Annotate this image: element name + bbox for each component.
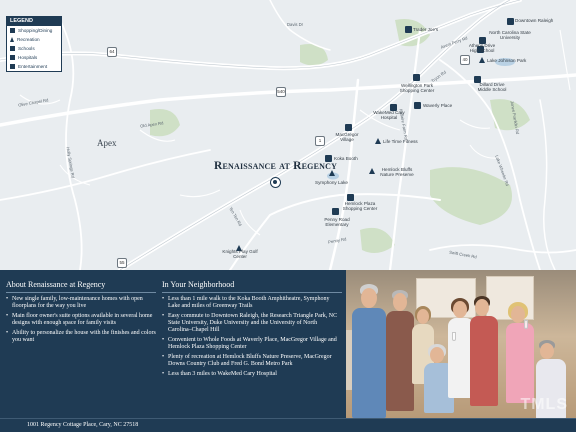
neighborhood-heading: In Your Neighborhood [162,270,342,293]
road-label: Kildaire Farm Rd [398,108,409,141]
list-item: • Main floor owner's suite options available in several home designs with enough space for family visits [6,313,156,327]
property-address: 1001 Regency Cottage Place, Cary, NC 27518 [27,422,139,428]
list-item: • Ability to personalize the house with the finishes and colors you want [6,330,156,344]
shopping-bag-icon [345,124,352,131]
footer-bar [0,418,576,432]
development-title: Renaissance at Regency [214,160,338,172]
legend-item [7,44,61,53]
road-label: Jones Franklin Rd [509,100,521,135]
legend-label: Hospitals [18,55,38,60]
poi-hemlock-bluffs: Hemlock Bluffs Nature Preserve [380,167,414,177]
recreation-triangle-icon [375,138,381,144]
shopping-bag-icon [507,18,514,25]
road-label: Penny Rd [327,236,347,245]
poi-koka-booth: Koka Booth [334,156,358,161]
road-label: Lake Wheeler Rd [494,154,511,187]
poi-athens-drive: Athens Drive High School [468,43,496,53]
road-label: Avent Ferry Rd [439,35,469,50]
shopping-bag-icon [414,102,421,109]
poi-downtown-raleigh: Downtown Raleigh [515,18,554,23]
info-panel [0,270,576,418]
shopping-bag-icon [405,26,412,33]
poi-macgregor: MacGregor Village [335,132,359,142]
poi-lifetime-fitness: Life Time Fitness [383,139,418,144]
legend-label: Recreation [17,37,40,42]
legend-item [7,53,61,62]
about-list [6,296,156,344]
road-label: Holly Springs Rd [65,146,76,179]
poi-trader-joes: Trader Joe's [413,27,439,32]
poi-wakemed: WakeMed Cary Hospital [373,110,405,120]
route-shield-55: 55 [117,258,127,268]
route-shield-40: 40 [460,55,470,65]
list-item: • Less than 3 miles to WakeMed Cary Hospital [162,371,342,378]
list-item: • Plenty of recreation at Hemlock Bluffs Nature Preserve, MacGregor Downs Country Club and Fred G. Bond Metro Park [162,354,342,368]
poi-ncsu: North Carolina State University [489,30,531,40]
about-heading: About Renaissance at Regency [6,270,156,293]
route-shield-64: 64 [107,47,117,57]
list-item: • Less than 1 mile walk to the Koka Booth Amphitheatre, Symphony Lake and miles of Greenway Trails [162,296,342,310]
hospital-icon [10,55,15,60]
school-icon [332,208,339,215]
legend-label: Entertainment [18,64,48,69]
development-location-marker [270,177,281,188]
map-legend [6,16,62,72]
legend-title: LEGEND [7,17,61,26]
shopping-bag-icon [413,74,420,81]
poi-hemlock-plaza: Hemlock Plaza Shopping Center [342,201,378,211]
poi-penny-road: Penny Road Elementary [324,217,350,227]
list-item: • New single family, low-maintenance homes with open floorplans for the way you live [6,296,156,310]
legend-item [7,62,61,71]
road-label: Ten Ten Rd [228,206,243,227]
lifestyle-photo [346,270,576,418]
neighborhood-section [162,270,342,381]
road-label: Davis Dr [287,22,304,27]
shopping-bag-icon [10,28,15,33]
road-label: Tryon Rd [430,69,447,84]
legend-label: Schools [18,46,35,51]
recreation-triangle-icon [479,57,485,63]
road-label: Old Apex Rd [139,120,164,129]
poi-dillard-drive: Dillard Drive Middle School [477,82,507,92]
entertainment-icon [10,64,15,69]
poi-wellington-park: Wellington Park Shopping Center [399,83,435,93]
school-icon [10,46,15,51]
list-item: • Easy commute to Downtown Raleigh, the Research Triangle Park, NC State University, Duke University and the University of North Carolina–Chapel Hill [162,313,342,335]
legend-label: Shopping/Dining [18,28,53,33]
poi-knights-play: Knights Play Golf Center [222,249,258,259]
list-item: • Convenient to Whole Foods at Waverly Place, MacGregor Village and Hemlock Plaza Shopping Center [162,337,342,351]
shopping-bag-icon [347,194,354,201]
poi-lake-johnson: Lake Johnson Park [487,58,527,63]
about-section [6,270,156,347]
neighborhood-list [162,296,342,378]
recreation-triangle-icon [369,168,375,174]
legend-item [7,35,61,44]
road-label: Olive Chapel Rd [17,97,49,108]
road-label: Swift Creek Rd [448,249,478,260]
mls-watermark: TMLS [520,396,568,413]
route-shield-1: 1 [315,136,325,146]
route-shield-540: 540 [276,87,286,97]
poi-waverly-place: Waverly Place [423,103,453,108]
legend-item [7,26,61,35]
town-label: Apex [97,138,117,148]
poi-symphony-lake: Symphony Lake [315,180,348,185]
recreation-triangle-icon [10,37,14,42]
